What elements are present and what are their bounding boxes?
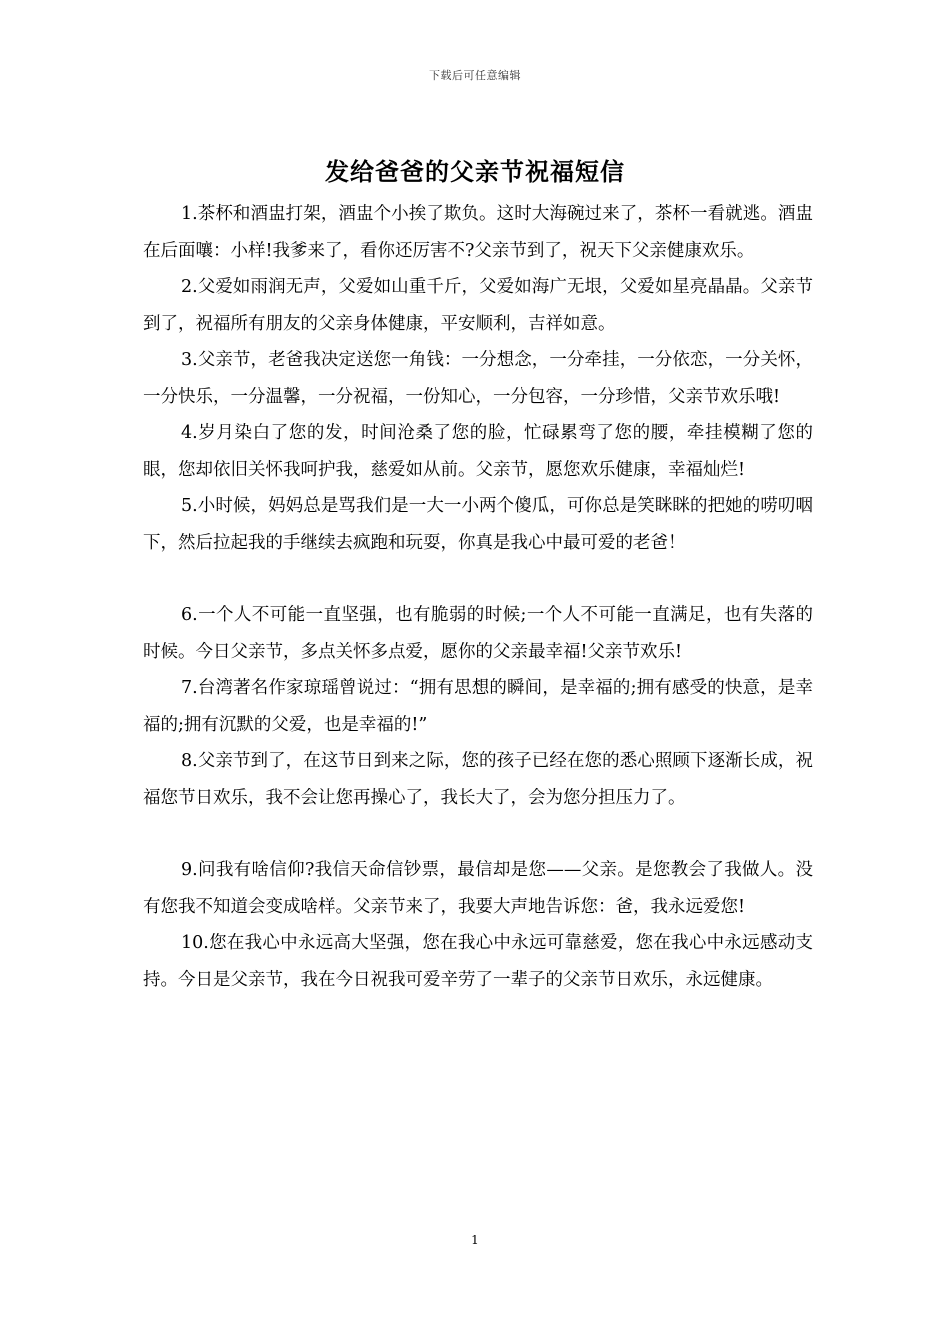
header-note: 下载后可任意编辑 [429, 69, 521, 82]
paragraph-2: 2.父爱如雨润无声，父爱如山重千斤，父爱如海广无垠，父爱如星亮晶晶。父亲节到了，祝福所有朋友的父亲身体健康，平安顺利，吉祥如意。 [143, 277, 813, 334]
page-number: 1 [471, 1233, 479, 1247]
paragraph-4: 4.岁月染白了您的发，时间沧桑了您的脸，忙碌累弯了您的腰，牵挂模糊了您的眼，您却依旧关怀我呵护我，慈爱如从前。父亲节，愿您欢乐健康，幸福灿烂! [143, 423, 813, 480]
paragraph-7: 7.台湾著名作家琼瑶曾说过：“拥有思想的瞬间，是幸福的;拥有感受的快意，是幸福的;拥有沉默的父爱，也是幸福的!” [143, 678, 813, 735]
paragraph-10: 10.您在我心中永远高大坚强，您在我心中永远可靠慈爱，您在我心中永远感动支持。今日是父亲节，我在今日祝我可爱辛劳了一辈子的父亲节日欢乐，永远健康。 [143, 933, 813, 990]
paragraph-9: 9.问我有啥信仰?我信天命信钞票，最信却是您——父亲。是您教会了我做人。没有您我不知道会变成啥样。父亲节来了，我要大声地告诉您：爸，我永远爱您! [143, 860, 813, 917]
paragraph-3: 3.父亲节，老爸我决定送您一角钱：一分想念，一分牵挂，一分依恋，一分关怀，一分快乐，一分温馨，一分祝福，一份知心，一分包容，一分珍惜，父亲节欢乐哦! [143, 350, 813, 407]
paragraph-8: 8.父亲节到了，在这节日到来之际，您的孩子已经在您的悉心照顾下逐渐长成，祝福您节日欢乐，我不会让您再操心了，我长大了，会为您分担压力了。 [143, 751, 813, 808]
paragraph-1: 1.茶杯和酒盅打架，酒盅个小挨了欺负。这时大海碗过来了，茶杯一看就逃。酒盅在后面嚷：小样!我爹来了，看你还厉害不?父亲节到了，祝天下父亲健康欢乐。 [143, 204, 813, 261]
paragraph-spacer [143, 816, 813, 852]
document-body [143, 196, 813, 998]
paragraph-spacer [143, 561, 813, 597]
document-title: 发给爸爸的父亲节祝福短信 [325, 158, 625, 186]
paragraph-6: 6.一个人不可能一直坚强，也有脆弱的时候;一个人不可能一直满足，也有失落的时候。今日父亲节，多点关怀多点爱，愿你的父亲最幸福!父亲节欢乐! [143, 605, 813, 662]
paragraph-5: 5.小时候，妈妈总是骂我们是一大一小两个傻瓜，可你总是笑眯眯的把她的唠叨咽下，然后拉起我的手继续去疯跑和玩耍，你真是我心中最可爱的老爸！ [143, 496, 813, 553]
